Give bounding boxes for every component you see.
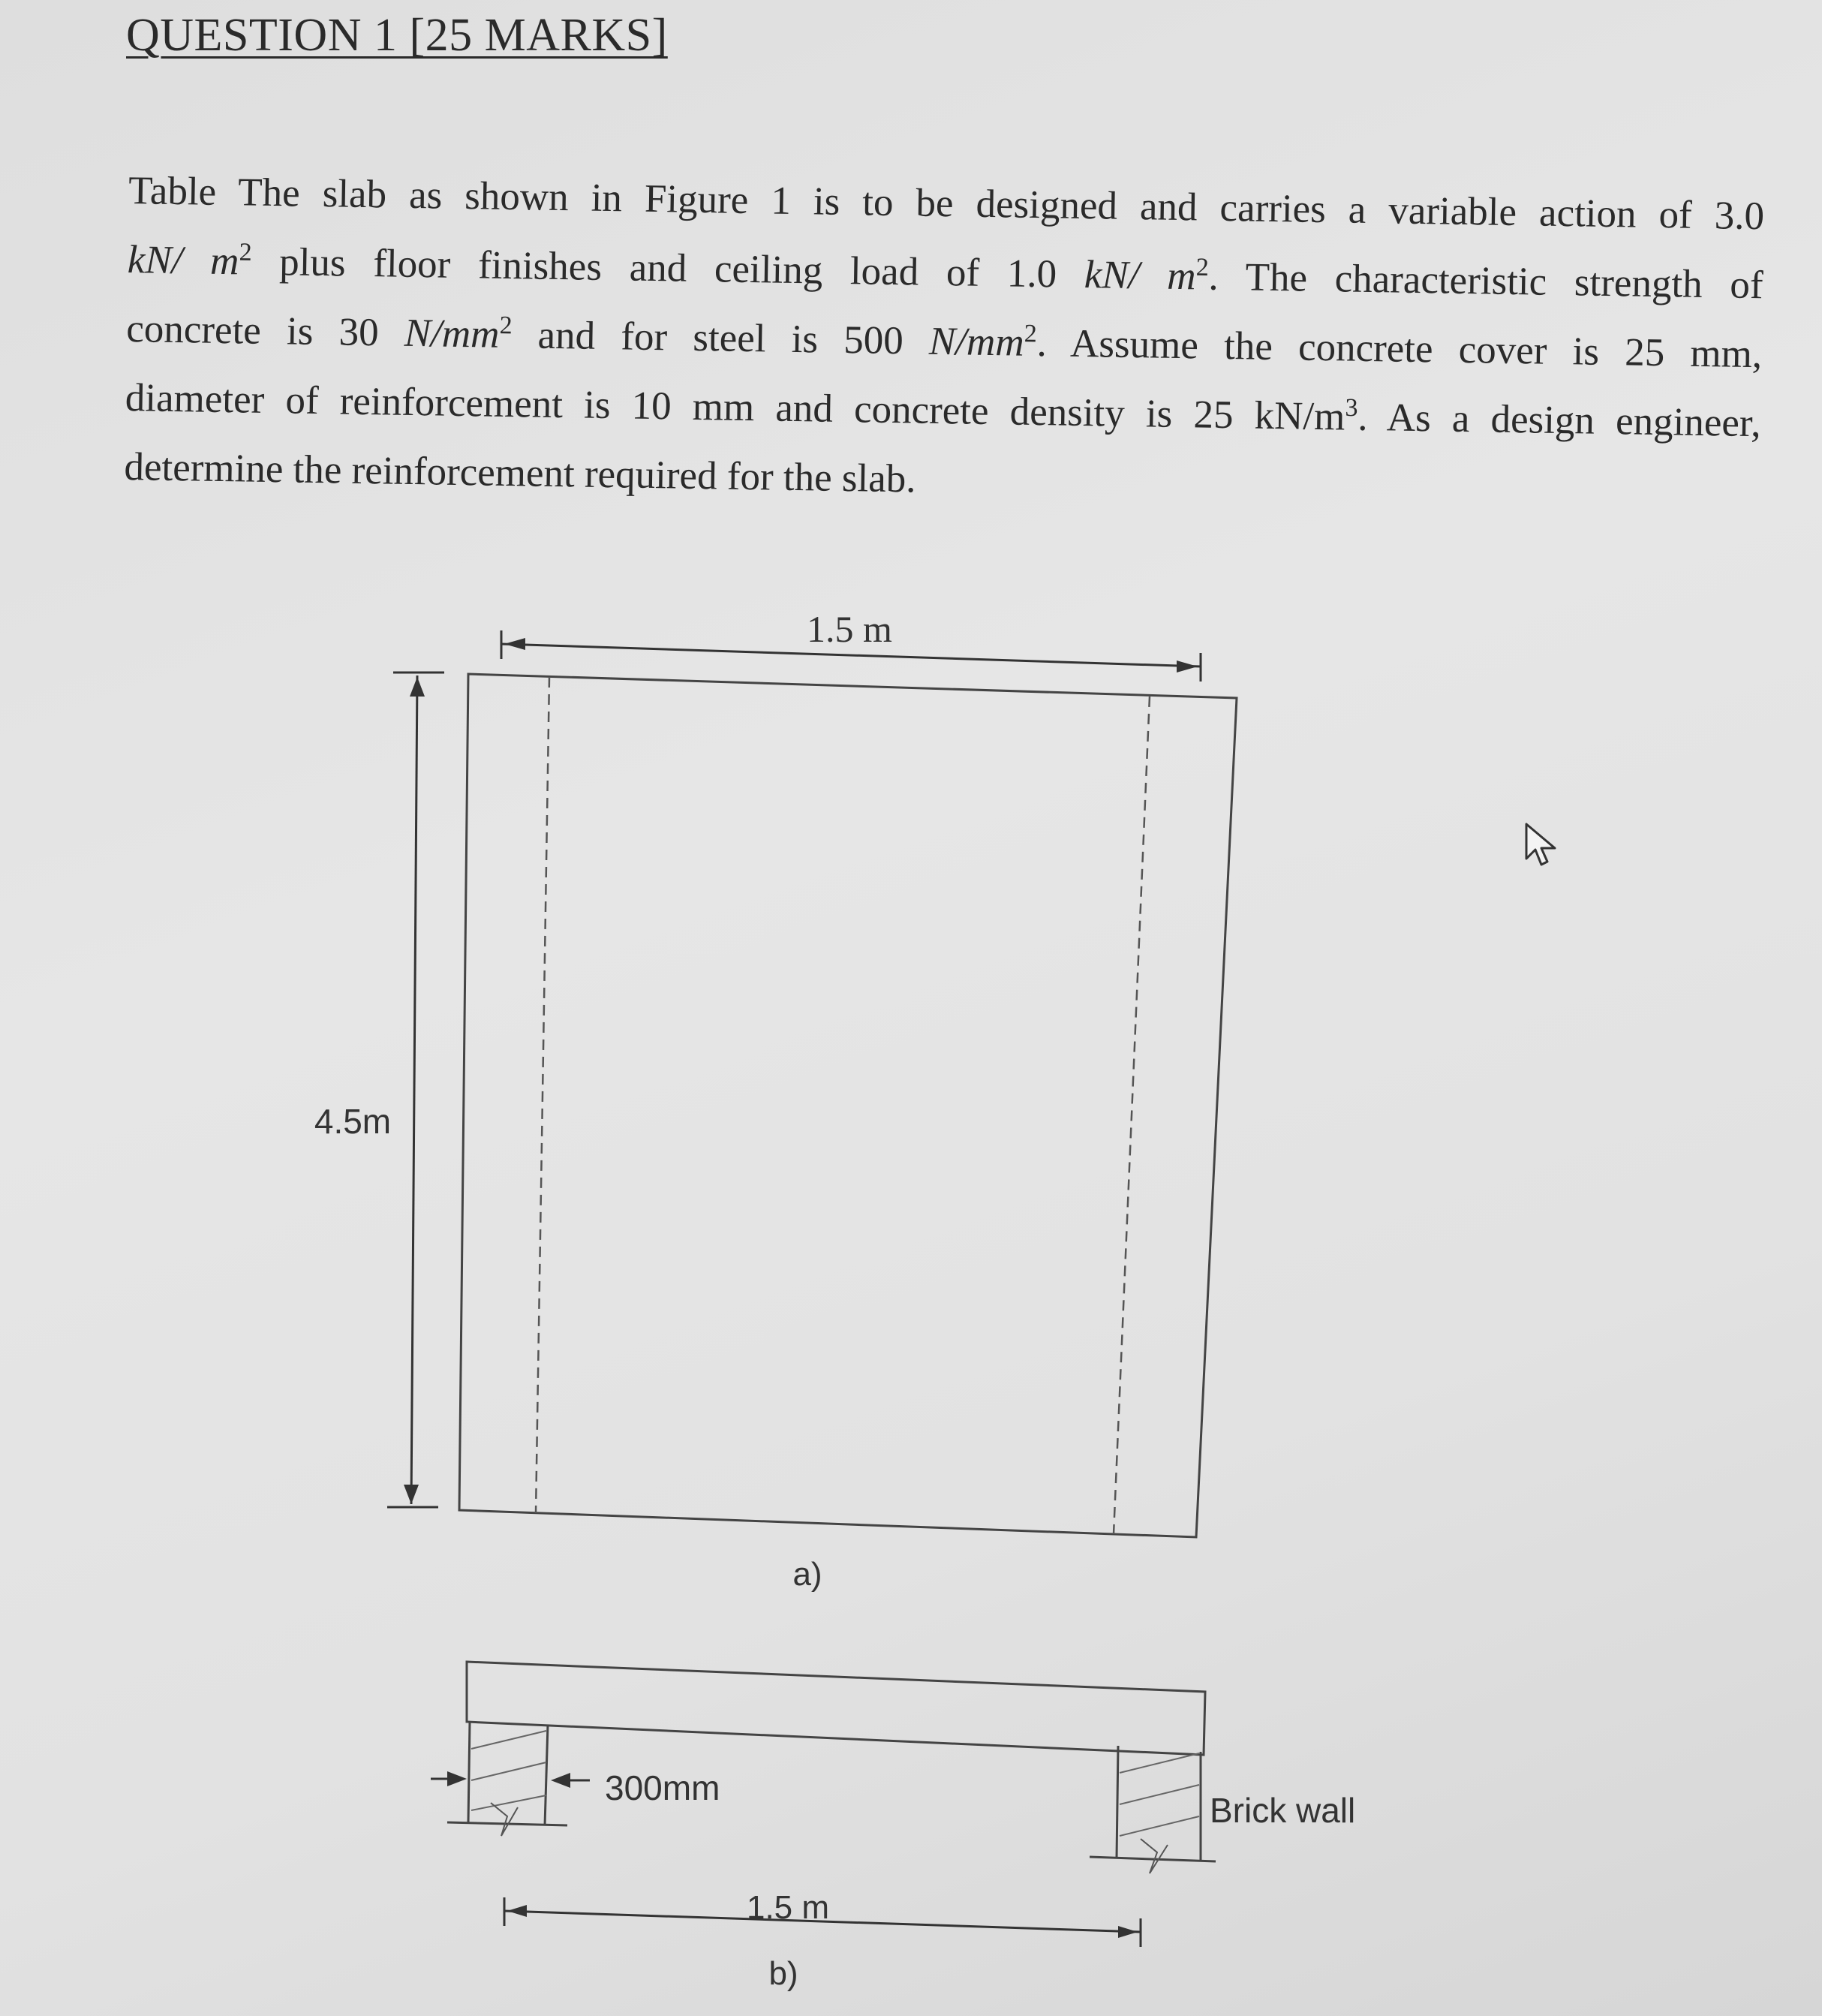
span-label-a: 1.5 m [807, 608, 892, 650]
support-line-left [536, 677, 549, 1513]
unit-kn-per-m-2: kN/ m [1084, 253, 1197, 299]
figure-b-section [431, 1662, 1355, 1992]
height-dimension-line [411, 676, 417, 1504]
arrow-down-icon [404, 1485, 419, 1504]
arrow-right-icon [1177, 660, 1198, 673]
text-segment: concrete is 30 [125, 306, 405, 355]
mouse-pointer-icon [1523, 821, 1561, 869]
superscript: 2 [1024, 320, 1038, 348]
arrow-right-icon [447, 1771, 467, 1786]
superscript: 2 [1195, 253, 1210, 281]
support-line-right [1114, 697, 1150, 1534]
text-segment: . Assume the concrete cover is 25 mm, [1036, 321, 1763, 377]
text-segment: . As a design engineer, [1357, 395, 1762, 446]
break-symbol-icon [1141, 1839, 1168, 1873]
paragraph-line-5: determine the reinforcement required for the slab. [124, 444, 916, 501]
text-segment: plus floor finishes and ceiling load of 1.0 [251, 239, 1085, 297]
break-symbol-icon [491, 1803, 518, 1836]
unit-kn-per-m-1: kN/ m [127, 237, 239, 284]
superscript: 2 [239, 238, 252, 266]
arrow-left-icon [551, 1773, 570, 1788]
right-brick-wall [1090, 1746, 1216, 1873]
height-label-a: 4.5m [314, 1102, 392, 1141]
arrow-right-icon [1118, 1926, 1138, 1938]
question-heading: QUESTION 1 [25 MARKS] [126, 10, 668, 61]
arrow-left-icon [507, 1905, 527, 1917]
text-segment: and for steel is 500 [511, 313, 930, 363]
paragraph-line-1: Table The slab as shown in Figure 1 is to be designed and carries a variable action of 3.0 [128, 168, 1765, 239]
slab-section [467, 1662, 1205, 1755]
caption-b: b) [768, 1955, 798, 1992]
superscript: 3 [1345, 393, 1358, 423]
slab-outline [459, 674, 1237, 1537]
superscript: 2 [499, 311, 513, 340]
unit-n-per-mm-2: N/mm [928, 319, 1025, 365]
caption-a: a) [792, 1556, 822, 1593]
text-segment: diameter of reinforcement is 10 mm and concrete density is 25 kN/m [125, 375, 1345, 439]
unit-n-per-mm-1: N/mm [404, 311, 500, 357]
wall-thickness-label: 300mm [605, 1768, 720, 1807]
text-segment: . The characteristic strength of [1208, 254, 1764, 308]
figure-a-plan [314, 608, 1237, 1593]
arrow-left-icon [504, 638, 525, 650]
arrow-up-icon [410, 677, 425, 697]
brick-wall-label: Brick wall [1210, 1791, 1356, 1830]
span-label-b: 1.5 m [746, 1889, 830, 1926]
